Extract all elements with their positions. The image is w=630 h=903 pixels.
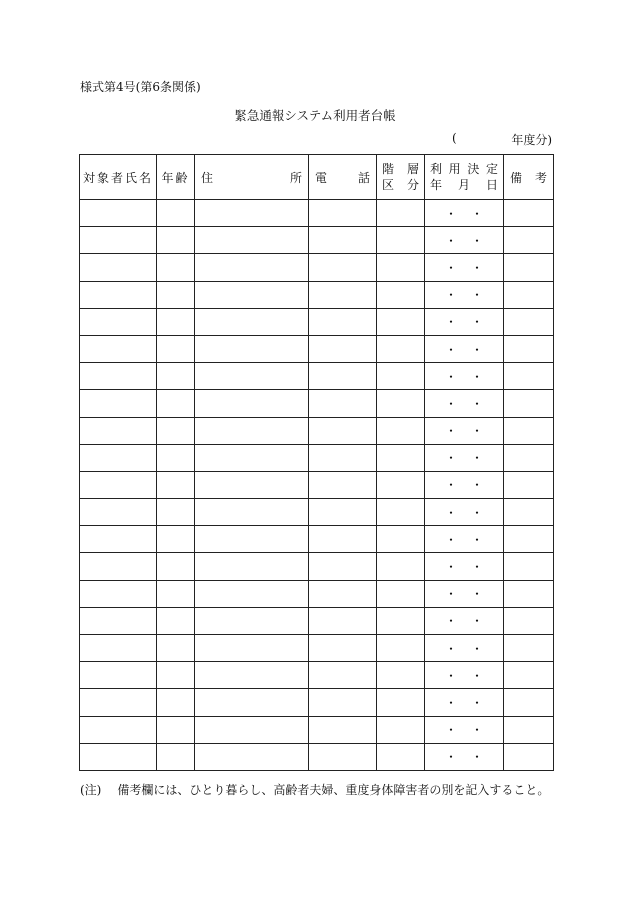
cell-phone (309, 662, 377, 689)
cell-decision-date (425, 281, 504, 308)
form-title: 緊急通報システム利用者台帳 (234, 108, 396, 123)
fiscal-year-field (452, 131, 552, 148)
cell-phone (309, 580, 377, 607)
cell-decision-date (425, 471, 504, 498)
cell-decision-date (425, 662, 504, 689)
date-separator: ・ (444, 342, 457, 357)
cell-phone (309, 689, 377, 716)
user-ledger-table (79, 154, 554, 771)
cell-remarks (504, 281, 554, 308)
cell-remarks (504, 444, 554, 471)
cell-address (195, 553, 309, 580)
date-separator: ・ (444, 641, 457, 656)
cell-decision-date (425, 200, 504, 227)
header-decision-l2-2: 日 (485, 178, 498, 192)
date-separator: ・ (471, 532, 484, 547)
cell-age (157, 444, 195, 471)
cell-age (157, 553, 195, 580)
cell-phone (309, 743, 377, 770)
header-floor (377, 155, 425, 200)
header-row (80, 155, 554, 200)
cell-remarks (504, 743, 554, 770)
date-separator: ・ (444, 396, 457, 411)
cell-name (80, 390, 157, 417)
cell-age (157, 471, 195, 498)
cell-address (195, 444, 309, 471)
table-row (80, 200, 554, 227)
cell-floor (377, 308, 425, 335)
table-row (80, 227, 554, 254)
cell-address (195, 635, 309, 662)
table-row (80, 526, 554, 553)
date-separator: ・ (471, 750, 484, 765)
fiscal-year-open-paren: ( (452, 131, 457, 145)
cell-address (195, 417, 309, 444)
date-separator: ・ (471, 451, 484, 466)
date-separator: ・ (444, 560, 457, 575)
cell-age (157, 635, 195, 662)
cell-floor (377, 200, 425, 227)
cell-address (195, 607, 309, 634)
date-separator: ・ (471, 614, 484, 629)
cell-age (157, 499, 195, 526)
cell-phone (309, 417, 377, 444)
date-separator: ・ (444, 587, 457, 602)
cell-remarks (504, 580, 554, 607)
table-row (80, 635, 554, 662)
header-decision-date (425, 155, 504, 200)
cell-floor (377, 689, 425, 716)
cell-remarks (504, 390, 554, 417)
date-separator: ・ (444, 260, 457, 275)
cell-decision-date (425, 580, 504, 607)
cell-floor (377, 607, 425, 634)
cell-name (80, 499, 157, 526)
cell-age (157, 390, 195, 417)
date-separator: ・ (471, 260, 484, 275)
cell-name (80, 417, 157, 444)
cell-name (80, 526, 157, 553)
cell-name (80, 662, 157, 689)
table-row (80, 580, 554, 607)
cell-remarks (504, 471, 554, 498)
cell-floor (377, 526, 425, 553)
table-row (80, 499, 554, 526)
cell-phone (309, 363, 377, 390)
date-separator: ・ (444, 723, 457, 738)
date-separator: ・ (471, 723, 484, 738)
footnote (80, 781, 549, 798)
cell-address (195, 390, 309, 417)
table-row (80, 553, 554, 580)
cell-phone (309, 227, 377, 254)
cell-age (157, 363, 195, 390)
header-phone-left: 電 (315, 170, 328, 185)
cell-age (157, 689, 195, 716)
cell-remarks (504, 526, 554, 553)
cell-remarks (504, 716, 554, 743)
cell-floor (377, 553, 425, 580)
date-separator: ・ (444, 451, 457, 466)
cell-age (157, 743, 195, 770)
date-separator: ・ (444, 668, 457, 683)
cell-decision-date (425, 689, 504, 716)
cell-remarks (504, 308, 554, 335)
header-floor-l1-right: 層 (406, 162, 419, 176)
cell-address (195, 471, 309, 498)
cell-phone (309, 716, 377, 743)
date-separator: ・ (444, 695, 457, 710)
table-row (80, 308, 554, 335)
header-floor-l2-right: 分 (406, 178, 419, 192)
cell-decision-date (425, 308, 504, 335)
cell-age (157, 716, 195, 743)
ledger-body (80, 200, 554, 771)
date-separator: ・ (471, 587, 484, 602)
cell-name (80, 580, 157, 607)
cell-name (80, 607, 157, 634)
date-separator: ・ (444, 315, 457, 330)
header-decision-l2-1: 月 (457, 178, 470, 192)
cell-address (195, 499, 309, 526)
date-separator: ・ (444, 233, 457, 248)
date-separator: ・ (444, 532, 457, 547)
cell-age (157, 200, 195, 227)
cell-phone (309, 308, 377, 335)
cell-address (195, 743, 309, 770)
cell-floor (377, 281, 425, 308)
cell-name (80, 689, 157, 716)
header-remarks (504, 155, 554, 200)
cell-remarks (504, 499, 554, 526)
cell-floor (377, 335, 425, 362)
cell-address (195, 716, 309, 743)
date-separator: ・ (471, 424, 484, 439)
cell-name (80, 227, 157, 254)
footnote-label: (注) (80, 783, 102, 797)
cell-floor (377, 254, 425, 281)
cell-remarks (504, 417, 554, 444)
cell-floor (377, 227, 425, 254)
cell-decision-date (425, 607, 504, 634)
form-number: 様式第4号(第6条関係) (80, 80, 201, 94)
header-floor-l1-left: 階 (382, 162, 395, 176)
header-phone-right: 話 (357, 170, 370, 185)
cell-age (157, 607, 195, 634)
date-separator: ・ (471, 315, 484, 330)
date-separator: ・ (471, 560, 484, 575)
cell-name (80, 254, 157, 281)
cell-phone (309, 499, 377, 526)
cell-floor (377, 716, 425, 743)
cell-remarks (504, 553, 554, 580)
cell-remarks (504, 607, 554, 634)
date-separator: ・ (444, 369, 457, 384)
cell-address (195, 281, 309, 308)
cell-name (80, 363, 157, 390)
cell-age (157, 254, 195, 281)
cell-name (80, 281, 157, 308)
cell-floor (377, 743, 425, 770)
cell-age (157, 335, 195, 362)
header-decision-l1-3: 定 (485, 162, 498, 176)
table-row (80, 607, 554, 634)
cell-decision-date (425, 444, 504, 471)
date-separator: ・ (444, 750, 457, 765)
cell-name (80, 471, 157, 498)
cell-decision-date (425, 335, 504, 362)
cell-name (80, 716, 157, 743)
cell-address (195, 335, 309, 362)
cell-phone (309, 444, 377, 471)
header-decision-l1-2: 決 (467, 162, 480, 176)
header-age: 年齢 (157, 155, 195, 200)
cell-decision-date (425, 635, 504, 662)
cell-address (195, 200, 309, 227)
cell-decision-date (425, 227, 504, 254)
cell-address (195, 363, 309, 390)
cell-decision-date (425, 254, 504, 281)
cell-decision-date (425, 553, 504, 580)
fiscal-year-label: 年度分) (511, 133, 552, 147)
cell-address (195, 308, 309, 335)
date-separator: ・ (471, 206, 484, 221)
header-decision-l1-1: 用 (448, 162, 461, 176)
cell-name (80, 553, 157, 580)
cell-remarks (504, 662, 554, 689)
cell-name (80, 743, 157, 770)
cell-age (157, 417, 195, 444)
date-separator: ・ (471, 396, 484, 411)
date-separator: ・ (444, 288, 457, 303)
table-row (80, 390, 554, 417)
cell-decision-date (425, 417, 504, 444)
cell-phone (309, 526, 377, 553)
table-row (80, 444, 554, 471)
cell-floor (377, 580, 425, 607)
cell-decision-date (425, 743, 504, 770)
cell-age (157, 308, 195, 335)
header-name: 対象者氏名 (80, 155, 157, 200)
cell-phone (309, 254, 377, 281)
date-separator: ・ (471, 342, 484, 357)
cell-decision-date (425, 526, 504, 553)
cell-name (80, 635, 157, 662)
cell-age (157, 526, 195, 553)
table-row (80, 335, 554, 362)
cell-address (195, 689, 309, 716)
header-address (195, 155, 309, 200)
cell-address (195, 227, 309, 254)
date-separator: ・ (471, 233, 484, 248)
cell-phone (309, 335, 377, 362)
date-separator: ・ (444, 206, 457, 221)
date-separator: ・ (444, 614, 457, 629)
date-separator: ・ (471, 695, 484, 710)
footnote-text: 備考欄には、ひとり暮らし、高齢者夫婦、重度身体障害者の別を記入すること。 (117, 783, 550, 797)
cell-decision-date (425, 499, 504, 526)
cell-remarks (504, 635, 554, 662)
cell-remarks (504, 335, 554, 362)
cell-floor (377, 390, 425, 417)
cell-phone (309, 553, 377, 580)
table-row (80, 281, 554, 308)
table-row (80, 417, 554, 444)
date-separator: ・ (471, 668, 484, 683)
header-decision-l1-0: 利 (430, 162, 443, 176)
cell-phone (309, 200, 377, 227)
cell-age (157, 662, 195, 689)
cell-remarks (504, 689, 554, 716)
header-phone (309, 155, 377, 200)
cell-floor (377, 499, 425, 526)
cell-floor (377, 662, 425, 689)
cell-floor (377, 471, 425, 498)
table-row (80, 363, 554, 390)
cell-remarks (504, 227, 554, 254)
date-separator: ・ (444, 505, 457, 520)
cell-floor (377, 363, 425, 390)
cell-address (195, 662, 309, 689)
table-row (80, 254, 554, 281)
cell-remarks (504, 200, 554, 227)
cell-decision-date (425, 716, 504, 743)
cell-name (80, 200, 157, 227)
header-remarks-left: 備 (510, 170, 523, 185)
cell-address (195, 580, 309, 607)
date-separator: ・ (444, 478, 457, 493)
date-separator: ・ (471, 641, 484, 656)
cell-age (157, 281, 195, 308)
cell-name (80, 444, 157, 471)
cell-phone (309, 635, 377, 662)
cell-phone (309, 471, 377, 498)
date-separator: ・ (471, 288, 484, 303)
header-decision-l2-0: 年 (430, 178, 443, 192)
table-row (80, 716, 554, 743)
cell-age (157, 227, 195, 254)
header-floor-l2-left: 区 (382, 178, 395, 192)
date-separator: ・ (444, 424, 457, 439)
cell-floor (377, 444, 425, 471)
cell-floor (377, 417, 425, 444)
cell-name (80, 335, 157, 362)
cell-decision-date (425, 363, 504, 390)
header-address-right: 所 (289, 170, 302, 185)
table-row (80, 662, 554, 689)
cell-name (80, 308, 157, 335)
date-separator: ・ (471, 369, 484, 384)
table-row (80, 743, 554, 770)
header-remarks-right: 考 (534, 170, 547, 185)
cell-remarks (504, 254, 554, 281)
table-row (80, 471, 554, 498)
cell-floor (377, 635, 425, 662)
cell-phone (309, 390, 377, 417)
cell-address (195, 254, 309, 281)
table-row (80, 689, 554, 716)
cell-phone (309, 607, 377, 634)
date-separator: ・ (471, 505, 484, 520)
cell-phone (309, 281, 377, 308)
cell-address (195, 526, 309, 553)
date-separator: ・ (471, 478, 484, 493)
cell-age (157, 580, 195, 607)
header-address-left: 住 (201, 170, 214, 185)
cell-decision-date (425, 390, 504, 417)
cell-remarks (504, 363, 554, 390)
